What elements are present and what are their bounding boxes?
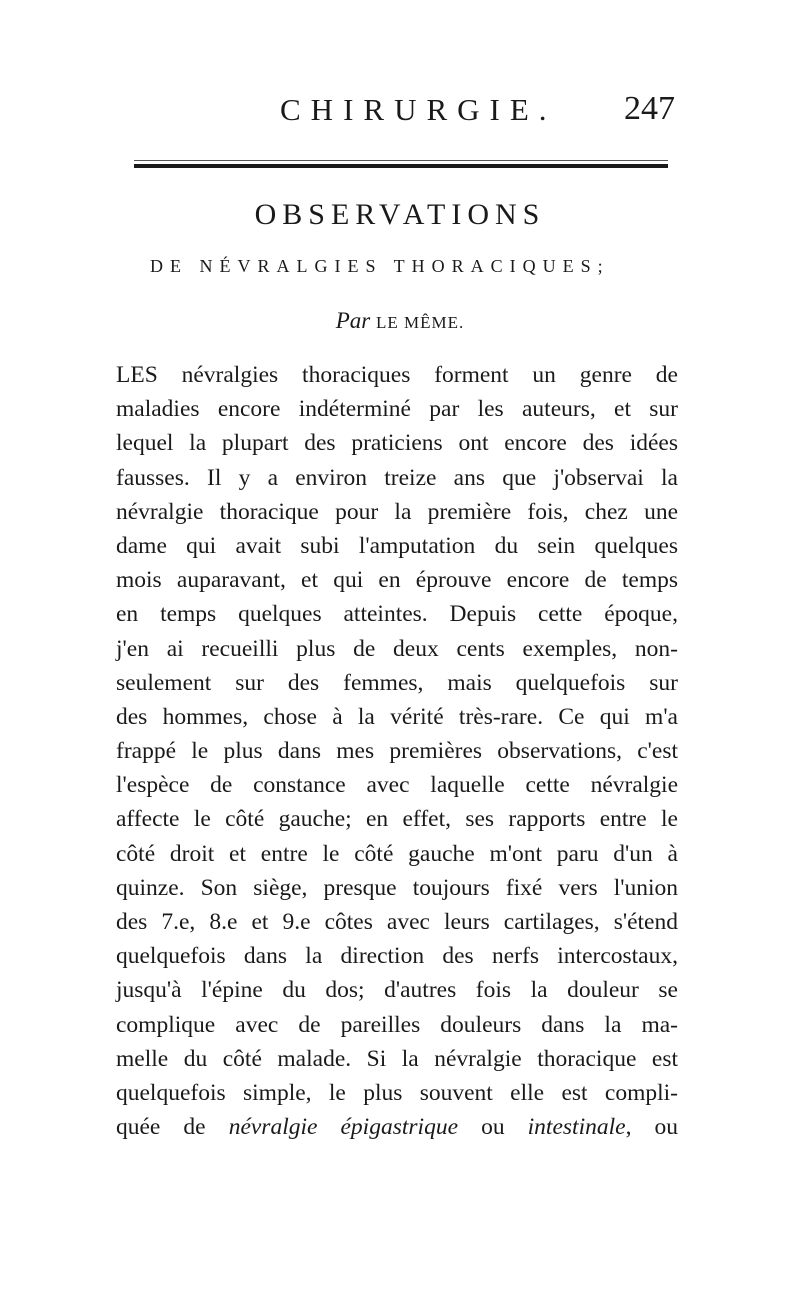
last-line-italic-1: névralgie épigastrique (228, 1114, 458, 1141)
last-line-post: , ou (625, 1114, 679, 1141)
text-line: en temps quelques atteintes. Depuis cette époque, (116, 601, 678, 628)
text-line: des hommes, chose à la vérité très-rare. Ce qui m'a (116, 703, 678, 730)
text-line-last (116, 1110, 678, 1144)
last-line-mid: ou (458, 1114, 528, 1141)
text-line: quinze. Son siège, presque toujours fixé vers l'union (116, 874, 678, 901)
text-line: côté droit et entre le côté gauche m'ont paru d'un à (116, 840, 678, 867)
text-line: des 7.e, 8.e et 9.e côtes avec leurs cartilages, s'étend (116, 909, 678, 935)
text-line: seulement sur des femmes, mais quelquefois sur (116, 669, 678, 696)
text-line: j'en ai recueilli plus de deux cents exemples, non- (116, 635, 678, 662)
text-line: jusqu'à l'épine du dos; d'autres fois la douleur se (116, 977, 678, 1004)
text-line: complique avec de pareilles douleurs dans la ma- (116, 1011, 678, 1038)
text-line: maladies encore indéterminé par les auteurs, et sur (116, 396, 678, 423)
section-subtitle: DE NÉVRALGIES THORACIQUES; (150, 256, 610, 276)
header-rule-thin (134, 160, 668, 161)
text-line: dame qui avait subi l'amputation du sein quelques (116, 532, 678, 559)
section-title: OBSERVATIONS (254, 198, 546, 231)
text-line: quelquefois dans la direction des nerfs intercostaux, (116, 943, 678, 970)
text-line: melle du côté malade. Si la névralgie thoracique est (116, 1045, 678, 1072)
last-line-italic-2: intestinale (527, 1114, 626, 1141)
body-text (116, 358, 678, 1144)
byline-author: LE MÊME. (375, 313, 465, 332)
last-line-pre: quée de (116, 1114, 229, 1141)
text-line: frappé le plus dans mes premières observations, c'est (116, 738, 678, 765)
text-line: l'espèce de constance avec laquelle cette névralgie (116, 772, 678, 799)
text-line: quelquefois simple, le plus souvent elle est compli- (116, 1079, 678, 1106)
text-line: lequel la plupart des praticiens ont encore des idées (116, 430, 678, 457)
header-rule (134, 164, 668, 168)
byline-par: Par (335, 308, 371, 333)
page-number: 247 (624, 90, 675, 127)
running-title: CHIRURGIE. (280, 92, 557, 127)
text-line: affecte le côté gauche; en effet, ses rapports entre le (116, 806, 678, 833)
byline (0, 308, 800, 334)
text-line: névralgie thoracique pour la première fois, chez une (116, 498, 678, 525)
text-line: mois auparavant, et qui en éprouve encore de temps (116, 567, 678, 594)
running-head (0, 88, 800, 138)
text-line: LES névralgies thoraciques forment un genre de (116, 362, 678, 388)
text-line: fausses. Il y a environ treize ans que j'observai la (116, 464, 678, 491)
